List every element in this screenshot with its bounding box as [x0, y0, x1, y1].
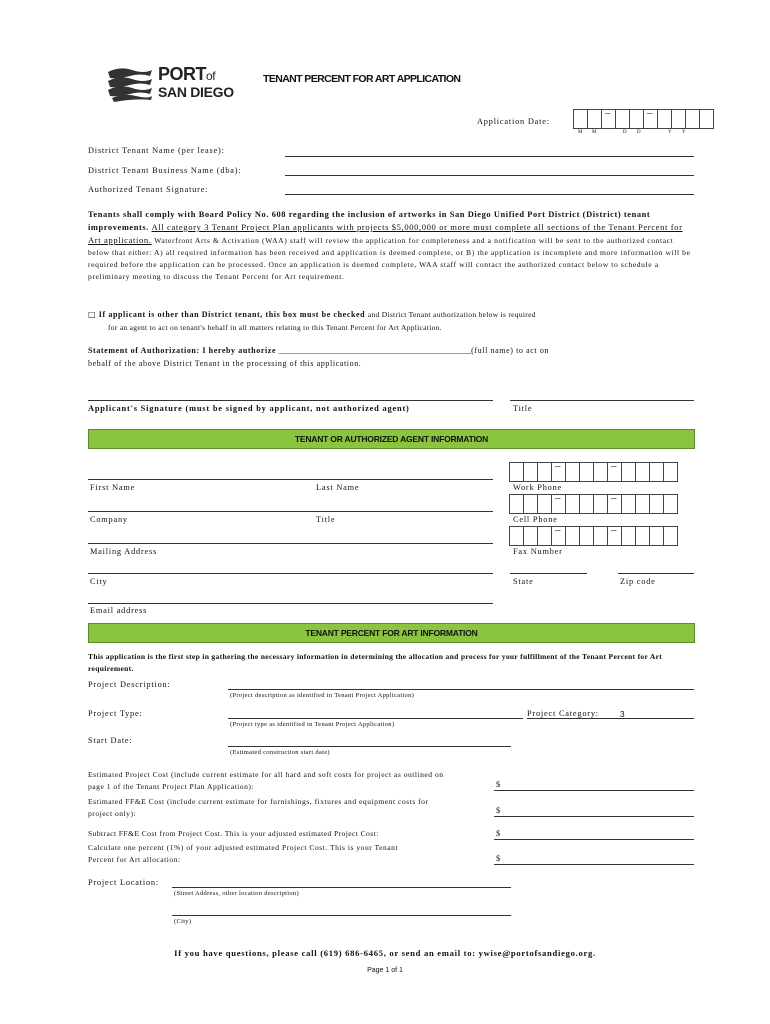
project-cost-dollar: $ [496, 780, 501, 789]
fax-number-label: Fax Number [513, 547, 563, 556]
company-title-field[interactable] [88, 511, 493, 512]
art-allocation-field[interactable] [494, 864, 694, 865]
cell-phone-boxes[interactable] [510, 494, 678, 512]
project-cost-field[interactable] [494, 790, 694, 791]
tenant-signature-label: Authorized Tenant Signature: [88, 185, 209, 194]
date-d: D [623, 130, 627, 135]
page-title: TENANT PERCENT FOR ART APPLICATION [263, 73, 461, 85]
project-type-hint: (Project type as identified in Tenant Project Application) [230, 721, 395, 728]
ffe-cost-dollar: $ [496, 806, 501, 815]
state-field[interactable] [510, 573, 587, 574]
project-city-field[interactable] [172, 915, 511, 916]
start-date-label: Start Date: [88, 736, 133, 745]
zip-code-label: Zip code [620, 577, 656, 586]
page-number: Page 1 of 1 [367, 967, 403, 974]
state-label: State [513, 577, 534, 586]
first-last-name-field[interactable] [88, 479, 493, 480]
policy-paragraph: Tenants shall comply with Board Policy No. 608 regarding the inclusion of artworks in San Diego Unified Port District (District) tenant improvements. All category 3 Tenant Project Plan applicants with projects $5,000,000 or more must complete all sections of the Tenant Percent for Art application. Waterfront Arts & Activation (WAA) staff will review the application for completeness and a notification will be sent to the authorized contact below that either: A) all required information has been received and application is deemed complete, or B) the application is incomplete and more information will be required before the application can be processed. Once an application is deemed complete, WAA staff will contact the authorized contact below to schedule a preliminary meeting to discuss the Tenant Percent for Art requirement. [88, 210, 691, 281]
contact-line: If you have questions, please call (619) 686-6465, or send an email to: ywise@portofsandiego.org. [174, 948, 596, 958]
tenant-business-field[interactable] [285, 175, 694, 176]
agent-checkbox[interactable]: □ [88, 310, 97, 319]
city-label: City [90, 577, 108, 586]
art-allocation-label: Calculate one percent (1%) of your adjusted estimated Project Cost. This is your Tenant [88, 843, 399, 852]
project-description-hint: (Project description as identified in Tenant Project Application) [230, 692, 415, 699]
email-address-label: Email address [90, 606, 148, 615]
zip-code-field[interactable] [618, 573, 694, 574]
ffe-cost-label-2: project only): [88, 809, 137, 818]
authorized-name-field[interactable]: ____________________________________________________ [278, 346, 472, 355]
agent-title-label: Title [316, 515, 336, 524]
date-y: Y [668, 130, 672, 135]
adjusted-cost-label: Subtract FF&E Cost from Project Cost. This is your adjusted estimated Project Cost: [88, 829, 379, 838]
applicant-title-field[interactable] [510, 400, 694, 401]
project-cost-label: Estimated Project Cost (include current estimate for all hard and soft costs for project as outlined on [88, 770, 444, 779]
work-phone-boxes[interactable] [510, 462, 678, 480]
tenant-name-field[interactable] [285, 156, 694, 157]
logo-san-diego: SAN DIEGO [158, 84, 234, 100]
project-description-label: Project Description: [88, 680, 171, 689]
adjusted-cost-field[interactable] [494, 839, 694, 840]
art-allocation-label-2: Percent for Art allocation: [88, 855, 181, 864]
agent-checkbox-note: □ If applicant is other than District tenant, this box must be checked and District Tenant authorization below is required [88, 310, 536, 319]
date-m2: M [592, 130, 597, 135]
work-phone-label: Work Phone [513, 483, 563, 492]
project-location-field[interactable] [172, 887, 511, 888]
section-art-info-header: TENANT PERCENT FOR ART INFORMATION [88, 623, 695, 643]
agent-checkbox-note-line2: for an agent to act on tenant's behalf in all matters relating to this Tenant Percent for Art Application. [108, 323, 442, 332]
project-category-label: Project Category: [527, 709, 599, 718]
project-location-label: Project Location: [88, 878, 159, 887]
art-intro: This application is the first step in gathering the necessary information in determining the allocation and process for your fulfillment of the Tenant Percent for Art requirement. [88, 652, 663, 673]
tenant-signature-field[interactable] [285, 194, 694, 195]
project-city-hint: (City) [174, 918, 192, 925]
authorization-statement: Statement of Authorization: I hereby authorize ____________________________________________________(full name) to act on [88, 346, 550, 355]
start-date-field[interactable] [228, 746, 511, 747]
tenant-name-label: District Tenant Name (per lease): [88, 146, 225, 155]
logo-port: PORTof [158, 64, 216, 84]
port-logo [106, 64, 246, 104]
ffe-cost-field[interactable] [494, 816, 694, 817]
application-date-label: Application Date: [477, 117, 550, 126]
application-date-boxes[interactable] [574, 109, 714, 127]
project-category-field[interactable] [527, 718, 694, 719]
first-name-label: First Name [90, 483, 136, 492]
company-label: Company [90, 515, 128, 524]
date-y2: Y [682, 130, 686, 135]
project-type-field[interactable] [228, 718, 523, 719]
project-location-hint: (Street Address, other location description) [174, 890, 299, 897]
tenant-business-label: District Tenant Business Name (dba): [88, 166, 242, 175]
start-date-hint: (Estimated construction start date) [230, 749, 330, 756]
cell-phone-label: Cell Phone [513, 515, 558, 524]
section-agent-info-header: TENANT OR AUTHORIZED AGENT INFORMATION [88, 429, 695, 449]
mailing-address-field[interactable] [88, 543, 493, 544]
city-field[interactable] [88, 573, 493, 574]
project-category-value: 3 [620, 709, 626, 719]
email-address-field[interactable] [88, 603, 493, 604]
mailing-address-label: Mailing Address [90, 547, 158, 556]
applicant-title-label: Title [513, 404, 533, 413]
project-cost-label-2: page 1 of the Tenant Project Plan Application): [88, 782, 255, 791]
project-description-field[interactable] [228, 689, 694, 690]
date-m: M [578, 130, 583, 135]
ffe-cost-label: Estimated FF&E Cost (include current estimate for furnishings, fixtures and equipment costs for [88, 797, 429, 806]
fax-number-boxes[interactable] [510, 526, 678, 544]
port-logo-waves-icon [106, 66, 154, 102]
project-type-label: Project Type: [88, 709, 143, 718]
authorization-line2: behalf of the above District Tenant in the processing of this application. [88, 359, 362, 368]
adjusted-cost-dollar: $ [496, 829, 501, 838]
applicant-signature-label: Applicant's Signature (must be signed by applicant, not authorized agent) [88, 404, 410, 413]
applicant-signature-field[interactable] [88, 400, 493, 401]
art-allocation-dollar: $ [496, 854, 501, 863]
date-d2: D [637, 130, 641, 135]
last-name-label: Last Name [316, 483, 360, 492]
